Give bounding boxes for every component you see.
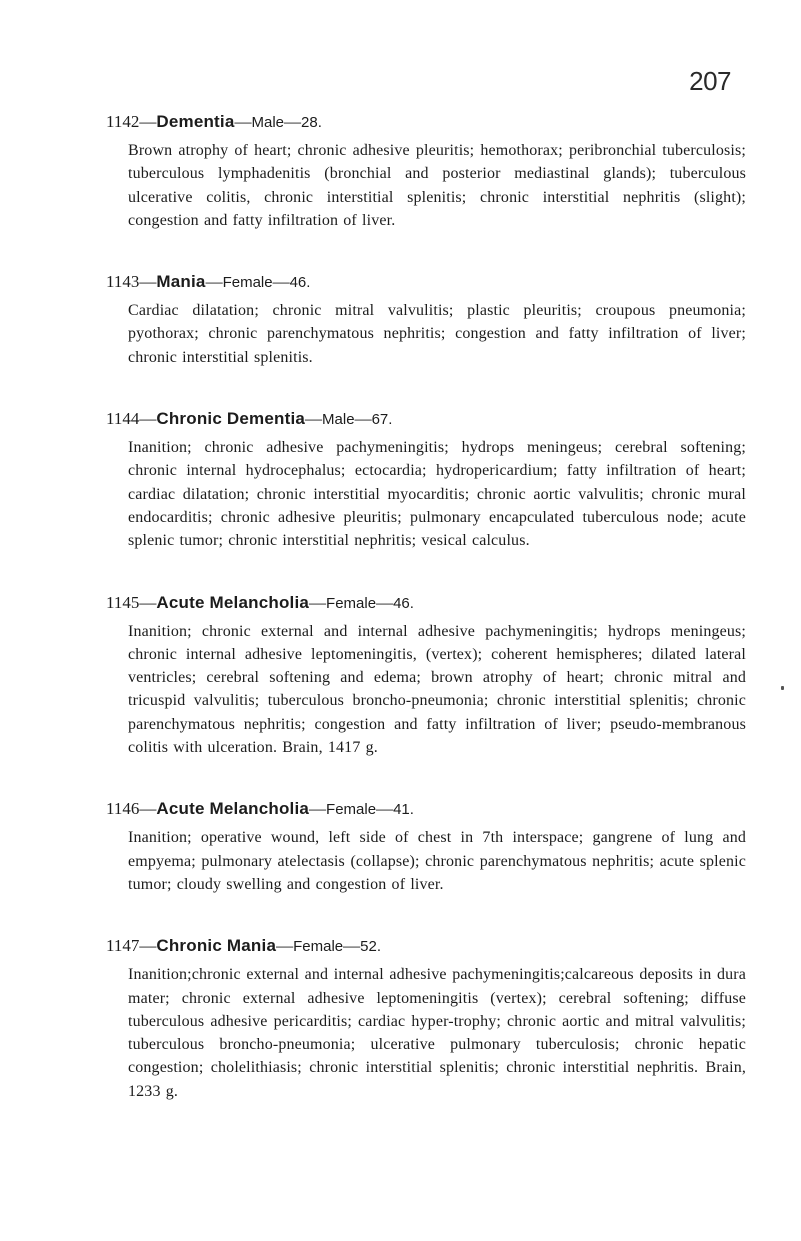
- autopsy-findings: Brown atrophy of heart; chronic adhesive pleuritis; hemothorax; peribronchial tuberculosis; tuberculous lymphadenitis (bronchial and posterior mediastinal glands); tuberculous ulcerative colitis, chronic interstitial splenitis; chronic interstitial nephritis (slight); congestion and fatty infiltration of liver.: [128, 142, 746, 229]
- autopsy-findings: Inanition; chronic adhesive pachymeningitis; hydrops meningeus; cerebral softening; chronic internal hydrocephalus; ectocardia; hydropericardium; fatty infiltration of heart; cardiac dilatation; chronic interstitial myocarditis; chronic aortic valvulitis; chronic mural endocarditis; chronic adhesive pleuritis; pulmonary encapculated tuberculous node; acute splenic tumor; chronic interstitial nephritis; vesical calculus.: [128, 439, 746, 550]
- entry-heading: 1147—Chronic Mania—Female—52.: [106, 936, 381, 956]
- autopsy-findings: Inanition; chronic external and internal adhesive pachymeningitis; hydrops meningeus; chronic internal adhesive leptomeningitis, (vertex); coherent hemispheres; dilated lateral ventricles; cerebral softening and edema; brown atrophy of heart; chronic mitral and tricuspid valvulitis; tuberculous broncho-pneumonia; chronic interstitial splenitis; chronic parenchymatous nephritis; congestion and fatty infiltration of liver; pseudo-membranous colitis with ulceration. Brain, 1417 g.: [128, 622, 746, 757]
- case-entries: [106, 110, 746, 1141]
- patient-sex: Female: [326, 594, 377, 612]
- diagnosis-title: Acute Melancholia: [156, 799, 310, 819]
- entry-heading: 1144—Chronic Dementia—Male—67.: [106, 409, 393, 429]
- patient-age: 67.: [371, 411, 393, 429]
- autopsy-findings: Inanition;chronic external and internal adhesive pachymeningitis;calcareous deposits in dura mater; chronic external adhesive leptomeningitis (vertex); cerebral softening; diffuse tuberculous adhesive pericarditis; cardiac hyper-trophy; chronic aortic and mitral valvulitis; tuberculous broncho-pneumonia; ulcerative pulmonary tuberculosis; chronic hepatic congestion; cholelithiasis; chronic interstitial splenitis; chronic interstitial nephritis. Brain, 1233 g.: [128, 966, 746, 1100]
- page-number: 207: [689, 66, 731, 96]
- case-number: 1145: [106, 592, 140, 612]
- patient-sex: Male: [322, 411, 355, 429]
- diagnosis-title: Mania: [156, 272, 206, 292]
- patient-age: 46.: [393, 594, 414, 612]
- diagnosis-title: Dementia: [156, 112, 235, 131]
- case-number: 1142: [106, 112, 140, 131]
- patient-sex: Female: [326, 801, 377, 819]
- entry-heading: 1142—Dementia—Male—28.: [106, 112, 322, 131]
- diagnosis-title: Chronic Dementia: [156, 409, 306, 429]
- entry-heading: 1145—Acute Melancholia—Female—46.: [106, 592, 414, 612]
- diagnosis-title: Chronic Mania: [156, 936, 277, 956]
- case-entry: [106, 270, 746, 369]
- entry-heading: 1146—Acute Melancholia—Female—41.: [106, 799, 414, 819]
- diagnosis-title: Acute Melancholia: [156, 592, 310, 612]
- case-entry: [106, 407, 746, 552]
- case-entry: [106, 591, 746, 760]
- patient-sex: Female: [222, 274, 273, 292]
- print-speck: [781, 686, 784, 690]
- case-number: 1144: [106, 409, 140, 429]
- patient-age: 28.: [301, 114, 322, 131]
- case-entry: [106, 110, 746, 232]
- case-number: 1143: [106, 272, 140, 292]
- autopsy-findings: Inanition; operative wound, left side of chest in 7th interspace; gangrene of lung and empyema; pulmonary atelectasis (collapse); chronic parenchymatous nephritis; acute splenic tumor; cloudy swelling and congestion of liver.: [128, 829, 746, 893]
- case-entry: [106, 934, 746, 1103]
- autopsy-findings: Cardiac dilatation; chronic mitral valvulitis; plastic pleuritis; croupous pneumonia; pyothorax; chronic parenchymatous nephritis; congestion and fatty infiltration of liver; chronic interstitial splenitis.: [128, 302, 746, 366]
- case-number: 1146: [106, 799, 140, 819]
- case-entry: [106, 797, 746, 896]
- patient-sex: Female: [293, 938, 344, 956]
- entry-heading: 1143—Mania—Female—46.: [106, 272, 311, 292]
- patient-age: 41.: [393, 801, 414, 819]
- patient-age: 46.: [289, 274, 311, 292]
- patient-age: 52.: [360, 938, 381, 956]
- patient-sex: Male: [251, 114, 285, 131]
- case-number: 1147: [106, 936, 140, 956]
